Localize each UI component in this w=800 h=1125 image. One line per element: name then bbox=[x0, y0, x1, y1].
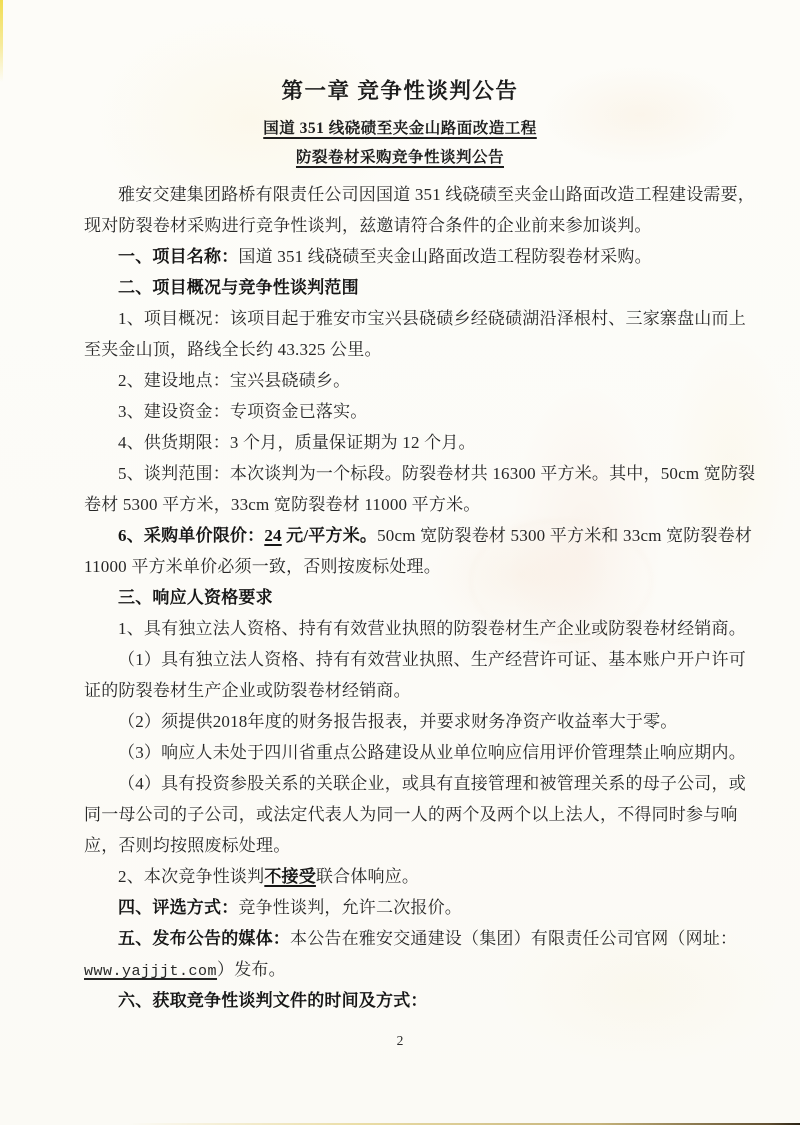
text-run: （3）响应人未处于四川省重点公路建设从业单位响应信用评价管理禁止响应期内。 bbox=[118, 743, 746, 762]
document-line bbox=[84, 923, 770, 954]
document-line bbox=[84, 334, 770, 365]
text-run: 元/平方米。 bbox=[281, 526, 378, 545]
text-run: 11000 平方米单价必须一致，否则按废标处理。 bbox=[84, 557, 441, 576]
text-run: 同一母公司的子公司，或法定代表人为同一人的两个及两个以上法人，不得同时参与响 bbox=[84, 805, 738, 824]
document-line bbox=[84, 985, 770, 1016]
text-run: 五、发布公告的媒体： bbox=[118, 929, 290, 948]
text-run: （4）具有投资参股关系的关联企业，或具有直接管理和被管理关系的母子公司，或 bbox=[118, 774, 746, 793]
document-line bbox=[84, 272, 770, 303]
text-run: 1、具有独立法人资格、持有有效营业执照的防裂卷材生产企业或防裂卷材经销商。 bbox=[118, 619, 746, 638]
text-run: 24 bbox=[264, 526, 282, 545]
text-run: 现对防裂卷材采购进行竞争性谈判，兹邀请符合条件的企业前来参加谈判。 bbox=[84, 216, 652, 235]
document-line bbox=[84, 830, 770, 861]
text-run: 6、采购单价限价： bbox=[118, 526, 265, 545]
document-line bbox=[84, 613, 770, 644]
document-line bbox=[84, 365, 770, 396]
announcement-subtitle: 防裂卷材采购竞争性谈判公告 bbox=[295, 149, 504, 166]
text-run: （2）须提供2018年度的财务报告报表，并要求财务净资产收益率大于零。 bbox=[118, 712, 678, 731]
document-line bbox=[84, 427, 770, 458]
document-line bbox=[84, 210, 770, 241]
document-line bbox=[84, 706, 770, 737]
document-line bbox=[84, 799, 770, 830]
document-line bbox=[84, 737, 770, 768]
text-run: 不接受 bbox=[264, 867, 316, 886]
text-run: 卷材 5300 平方米，33cm 宽防裂卷材 11000 平方米。 bbox=[84, 495, 481, 514]
document-line bbox=[84, 396, 770, 427]
text-run: 竞争性谈判，允许二次报价。 bbox=[238, 898, 463, 917]
text-run: 国道 351 线硗碛至夹金山路面改造工程防裂卷材采购。 bbox=[238, 247, 652, 266]
text-run: 一、项目名称： bbox=[118, 247, 239, 266]
text-run: 至夹金山顶，路线全长约 43.325 公里。 bbox=[84, 340, 382, 359]
text-run: 4、供货期限：3 个月，质量保证期为 12 个月。 bbox=[118, 433, 476, 452]
document-line bbox=[84, 954, 770, 985]
text-run: 3、建设资金：专项资金已落实。 bbox=[118, 402, 368, 421]
text-run: 2、本次竞争性谈判 bbox=[118, 867, 265, 886]
website-url: www.yajjjt.com bbox=[84, 963, 218, 980]
document-line bbox=[84, 241, 770, 272]
text-run: 二、项目概况与竞争性谈判范围 bbox=[118, 278, 359, 297]
chapter-title: 第一章 竞争性谈判公告 bbox=[281, 79, 519, 103]
text-run: 5、谈判范围：本次谈判为一个标段。防裂卷材共 16300 平方米。其中，50cm 宽防裂 bbox=[118, 464, 756, 483]
text-run: 雅安交建集团路桥有限责任公司因国道 351 线硗碛至夹金山路面改造工程建设需要， bbox=[118, 185, 755, 204]
text-run: 2、建设地点：宝兴县硗碛乡。 bbox=[118, 371, 351, 390]
project-subtitle: 国道 351 线硗碛至夹金山路面改造工程 bbox=[263, 120, 537, 137]
document-body bbox=[0, 179, 800, 1016]
text-run: （1）具有独立法人资格、持有有效营业执照、生产经营许可证、基本账户开户许可 bbox=[118, 650, 746, 669]
text-run: 四、评选方式： bbox=[118, 898, 239, 917]
document-line bbox=[84, 458, 770, 489]
document-line bbox=[84, 582, 770, 613]
text-run: 联合体响应。 bbox=[315, 867, 420, 886]
document-line bbox=[84, 644, 770, 675]
document-line bbox=[84, 303, 770, 334]
text-run: 50cm 宽防裂卷材 5300 平方米和 33cm 宽防裂卷材 bbox=[377, 526, 753, 545]
text-run: 应，否则均按照废标处理。 bbox=[84, 836, 291, 855]
document-line bbox=[84, 768, 770, 799]
document-line bbox=[84, 861, 770, 892]
document-header bbox=[0, 0, 800, 167]
document-line bbox=[84, 551, 770, 582]
text-run: 三、响应人资格要求 bbox=[118, 588, 273, 607]
document-line bbox=[84, 675, 770, 706]
document-line bbox=[84, 520, 770, 551]
text-run: 1、项目概况：该项目起于雅安市宝兴县硗碛乡经硗碛湖沿泽根村、三家寨盘山而上 bbox=[118, 309, 746, 328]
document-line bbox=[84, 892, 770, 923]
text-run: 本公告在雅安交通建设（集团）有限责任公司官网（网址： bbox=[290, 929, 738, 948]
text-run: 证的防裂卷材生产企业或防裂卷材经销商。 bbox=[84, 681, 411, 700]
text-run: ）发布。 bbox=[217, 960, 286, 979]
document-line bbox=[84, 489, 770, 520]
text-run: 六、获取竞争性谈判文件的时间及方式： bbox=[118, 991, 428, 1010]
page-number: 2 bbox=[396, 1033, 404, 1048]
document-line bbox=[84, 179, 770, 210]
